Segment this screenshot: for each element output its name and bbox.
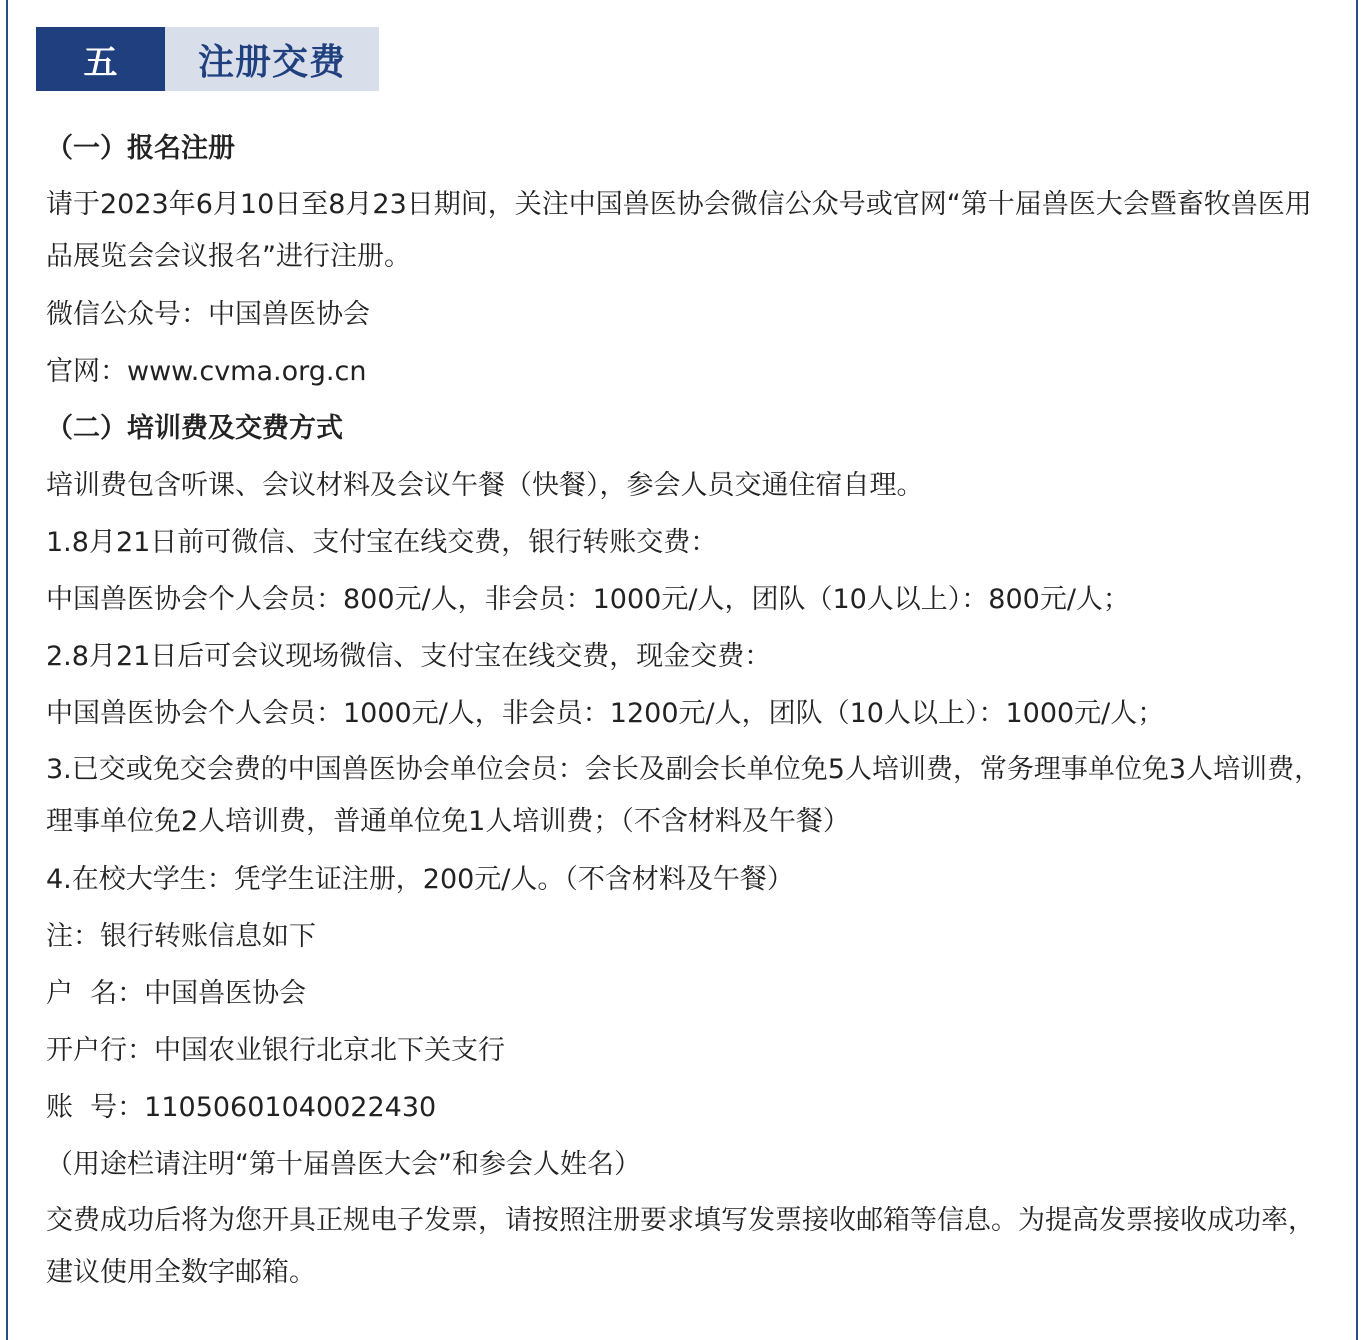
fee-includes: 培训费包含听课、会议材料及会议午餐（快餐），参会人员交通住宿自理。 bbox=[46, 470, 924, 501]
section-title: 注册交费 bbox=[165, 27, 379, 91]
payment-memo-note: （用途栏请注明“第十届兽医大会”和参会人姓名） bbox=[46, 1149, 641, 1180]
content-body bbox=[46, 120, 1336, 1302]
bank-note: 注：银行转账信息如下 bbox=[46, 921, 316, 952]
fee-item-2-prices: 中国兽医协会个人会员：1000元/人，非会员：1200元/人，团队（10人以上）：1000元/人； bbox=[46, 698, 1165, 729]
wechat-account: 微信公众号：中国兽医协会 bbox=[46, 299, 370, 330]
fee-item-4: 4.在校大学生：凭学生证注册，200元/人。（不含材料及午餐） bbox=[46, 864, 794, 895]
subheading-registration: （一）报名注册 bbox=[46, 133, 235, 164]
subheading-fees: （二）培训费及交费方式 bbox=[46, 413, 343, 444]
section-header bbox=[36, 27, 379, 91]
fee-item-3: 3.已交或免交会费的中国兽医协会单位会员：会长及副会长单位免5人培训费，常务理事单位免3人培训费，理事单位免2人培训费，普通单位免1人培训费；（不含材料及午餐） bbox=[46, 754, 1322, 837]
registration-instructions: 请于2023年6月10日至8月23日期间，关注中国兽医协会微信公众号或官网“第十届兽医大会暨畜牧兽医用品展览会会议报名”进行注册。 bbox=[46, 189, 1312, 272]
bank-branch: 开户行：中国农业银行北京北下关支行 bbox=[46, 1035, 505, 1066]
section-number: 五 bbox=[36, 27, 165, 91]
fee-item-1: 1.8月21日前可微信、支付宝在线交费，银行转账交费： bbox=[46, 527, 718, 558]
account-name: 户 名：中国兽医协会 bbox=[46, 978, 307, 1009]
account-number: 账 号：11050601040022430 bbox=[46, 1092, 437, 1123]
fee-item-1-prices: 中国兽医协会个人会员：800元/人，非会员：1000元/人，团队（10人以上）：800元/人； bbox=[46, 584, 1130, 615]
invoice-note: 交费成功后将为您开具正规电子发票，请按照注册要求填写发票接收邮箱等信息。为提高发票接收成功率，建议使用全数字邮箱。 bbox=[46, 1205, 1315, 1288]
fee-item-2: 2.8月21日后可会议现场微信、支付宝在线交费，现金交费： bbox=[46, 641, 772, 672]
official-website[interactable]: 官网：www.cvma.org.cn bbox=[46, 356, 367, 387]
